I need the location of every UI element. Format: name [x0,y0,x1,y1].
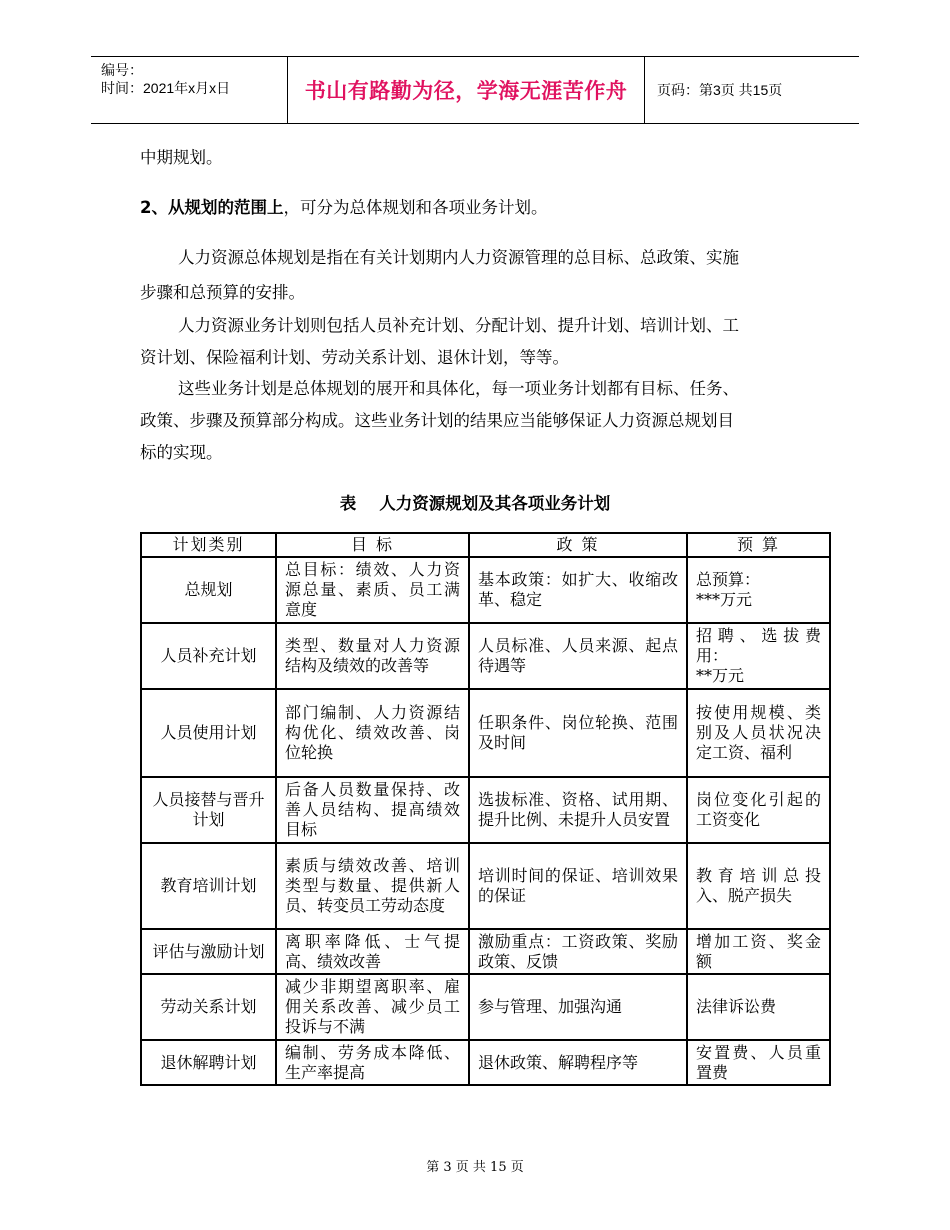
cell-goal: 总目标：绩效、人力资源总量、素质、员工满意度 [276,557,469,623]
cell-budget: 招聘、选拔费用： **万元 [687,623,830,689]
col-header-policy: 政 策 [469,533,687,557]
cell-budget: 增加工资、奖金额 [687,929,830,974]
doc-number: 编号： [101,62,143,78]
header-page-info: 页码：第3页 共15页 [657,82,783,98]
section-heading-bold: 2、从规划的范围上 [140,198,284,217]
cell-policy: 参与管理、加强沟通 [469,974,687,1040]
table-caption: 表 人力资源规划及其各项业务计划 [339,494,611,513]
table-row [141,777,830,843]
cell-policy: 退休政策、解聘程序等 [469,1040,687,1085]
table-row [141,1040,830,1085]
page-header [91,56,859,124]
plan-table [140,532,831,1086]
cell-budget: 法律诉讼费 [687,974,830,1040]
cell-budget: 安置费、人员重置费 [687,1040,830,1085]
table-row [141,557,830,623]
cell-goal: 减少非期望离职率、雇佣关系改善、减少员工投诉与不满 [276,974,469,1040]
cell-category: 人员接替与晋升计划 [141,777,276,843]
doc-time: 时间：2021年x月x日 [101,80,231,96]
paragraph-line: 这些业务计划是总体规划的展开和具体化，每一项业务计划都有目标、任务、 [178,379,739,398]
paragraph-line: 政策、步骤及预算部分构成。这些业务计划的结果应当能够保证人力资源总规划目 [140,411,734,430]
cell-policy: 激励重点：工资政策、奖励政策、反馈 [469,929,687,974]
paragraph-line: 步骤和总预算的安排。 [140,283,305,302]
paragraph-line: 人力资源业务计划则包括人员补充计划、分配计划、提升计划、培训计划、工 [178,316,739,335]
cell-category: 总规划 [141,557,276,623]
cell-goal: 后备人员数量保持、改善人员结构、提高绩效目标 [276,777,469,843]
paragraph-line: 资计划、保险福利计划、劳动关系计划、退休计划，等等。 [140,348,569,367]
cell-category: 人员补充计划 [141,623,276,689]
paragraph-line: 标的实现。 [140,443,223,462]
cell-budget: 总预算： ***万元 [687,557,830,623]
section-heading-text: ，可分为总体规划和各项业务计划。 [283,198,548,217]
table-row [141,623,830,689]
section-heading [140,194,812,218]
cell-policy: 选拔标准、资格、试用期、提升比例、未提升人员安置 [469,777,687,843]
table-row [141,689,830,777]
cell-goal: 离职率降低、士气提高、绩效改善 [276,929,469,974]
col-header-goal: 目 标 [276,533,469,557]
paragraph-line: 中期规划。 [140,148,223,167]
cell-goal: 类型、数量对人力资源结构及绩效的改善等 [276,623,469,689]
cell-policy: 任职条件、岗位轮换、范围及时间 [469,689,687,777]
cell-budget: 岗位变化引起的工资变化 [687,777,830,843]
cell-category: 评估与激励计划 [141,929,276,974]
cell-category: 人员使用计划 [141,689,276,777]
cell-category: 教育培训计划 [141,843,276,929]
table-row [141,929,830,974]
header-motto: 书山有路勤为径，学海无涯苦作舟 [288,57,645,123]
cell-goal: 部门编制、人力资源结构优化、绩效改善、岗位轮换 [276,689,469,777]
col-header-budget: 预 算 [687,533,830,557]
col-header-category: 计划类别 [141,533,276,557]
table-row [141,974,830,1040]
page-footer: 第 3 页 共 15 页 [426,1160,524,1175]
table-header-row [141,533,830,557]
cell-goal: 编制、劳务成本降低、生产率提高 [276,1040,469,1085]
cell-budget: 教育培训总投入、脱产损失 [687,843,830,929]
table-row [141,843,830,929]
cell-category: 劳动关系计划 [141,974,276,1040]
cell-policy: 基本政策：如扩大、收缩改革、稳定 [469,557,687,623]
header-meta [91,57,288,123]
cell-goal: 素质与绩效改善、培训类型与数量、提供新人员、转变员工劳动态度 [276,843,469,929]
paragraph-line: 人力资源总体规划是指在有关计划期内人力资源管理的总目标、总政策、实施 [178,248,739,267]
cell-budget: 按使用规模、类别及人员状况决定工资、福利 [687,689,830,777]
cell-policy: 培训时间的保证、培训效果的保证 [469,843,687,929]
cell-category: 退休解聘计划 [141,1040,276,1085]
cell-policy: 人员标准、人员来源、起点待遇等 [469,623,687,689]
